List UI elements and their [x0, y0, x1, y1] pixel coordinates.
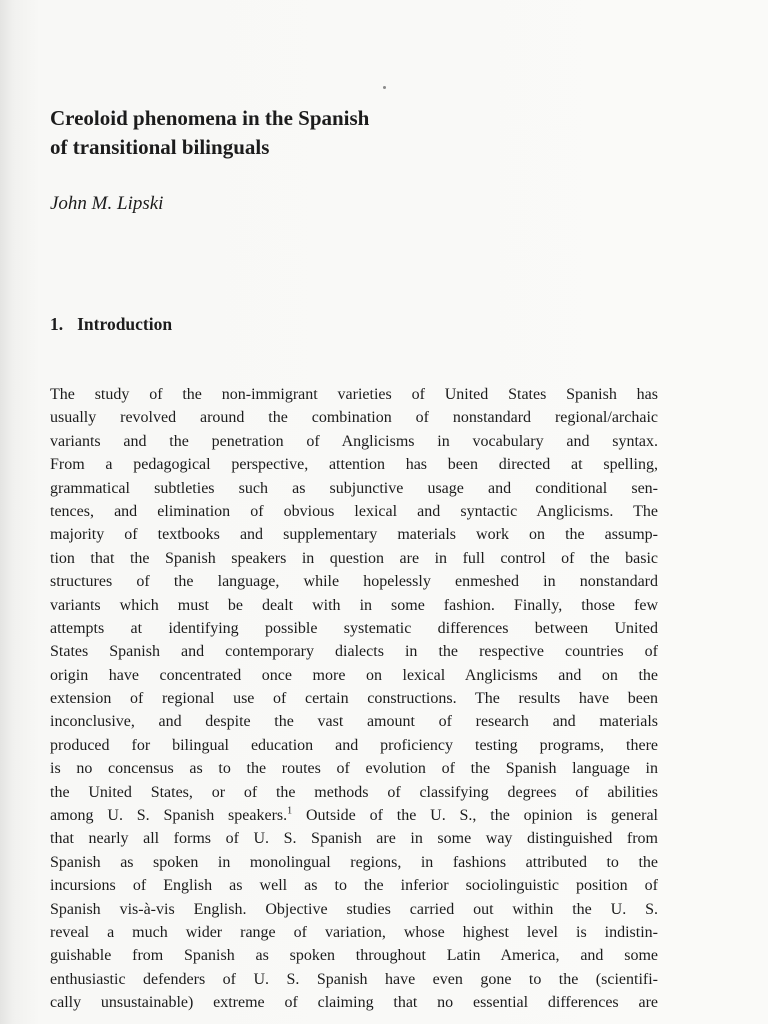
body-line: tion that the Spanish speakers in question are in full control of the basic: [50, 549, 658, 567]
body-line: States Spanish and contemporary dialects in the respective countries of: [50, 643, 658, 661]
body-line: that nearly all forms of U. S. Spanish are in some way distinguished from: [50, 830, 658, 848]
body-line: guishable from Spanish as spoken throughout Latin America, and some: [50, 947, 658, 965]
body-line: structures of the language, while hopelessly enmeshed in nonstandard: [50, 573, 658, 591]
body-line-with-footnote: [50, 804, 658, 827]
body-line: Spanish as spoken in monolingual regions, in fashions attributed to the: [50, 853, 658, 871]
title-line-2: of transitional bilinguals: [50, 135, 270, 159]
body-line: incursions of English as well as to the inferior sociolinguistic position of: [50, 877, 658, 895]
body-line-start: among U. S. Spanish speakers.: [50, 807, 288, 825]
section-number: 1.: [50, 314, 64, 334]
footnote-marker[interactable]: 1: [287, 805, 293, 817]
body-line: variants and the penetration of Anglicisms in vocabulary and syntax.: [50, 432, 658, 450]
body-line-continuation: Outside of the U. S., the opinion is general: [292, 807, 658, 825]
body-line: attempts at identifying possible systematic differences between United: [50, 619, 658, 637]
body-line: the United States, or of the methods of classifying degrees of abilities: [50, 783, 658, 801]
scan-speck: [383, 86, 386, 89]
body-line: reveal a much wider range of variation, whose highest level is indistin-: [50, 923, 658, 941]
author-name: John M. Lipski: [50, 193, 164, 214]
body-line: enthusiastic defenders of U. S. Spanish have even gone to the (scientifi-: [50, 970, 658, 988]
paper-title: [50, 104, 510, 162]
section-heading: [50, 312, 172, 336]
body-line: produced for bilingual education and proficiency testing programs, there: [50, 736, 658, 754]
body-line: origin have concentrated once more on lexical Anglicisms and on the: [50, 666, 658, 684]
body-line: inconclusive, and despite the vast amount of research and materials: [50, 713, 658, 731]
body-line: Spanish vis-à-vis English. Objective studies carried out within the U. S.: [50, 900, 658, 918]
body-line: usually revolved around the combination of nonstandard regional/archaic: [50, 409, 658, 427]
title-line-1: Creoloid phenomena in the Spanish: [50, 106, 370, 130]
body-line: variants which must be dealt with in some fashion. Finally, those few: [50, 596, 658, 614]
body-line: cally unsustainable) extreme of claiming that no essential differences are: [50, 994, 658, 1012]
body-line: extension of regional use of certain constructions. The results have been: [50, 690, 658, 708]
body-line: From a pedagogical perspective, attention has been directed at spelling,: [50, 456, 658, 474]
body-line: majority of textbooks and supplementary materials work on the assump-: [50, 526, 658, 544]
body-line: grammatical subtleties such as subjunctive usage and conditional sen-: [50, 479, 658, 497]
body-line: is no concensus as to the routes of evolution of the Spanish language in: [50, 760, 658, 778]
body-line: The study of the non-immigrant varieties of United States Spanish has: [50, 386, 658, 403]
body-paragraph: [50, 383, 658, 1015]
body-line: tences, and elimination of obvious lexical and syntactic Anglicisms. The: [50, 502, 658, 520]
section-title: Introduction: [77, 314, 173, 334]
